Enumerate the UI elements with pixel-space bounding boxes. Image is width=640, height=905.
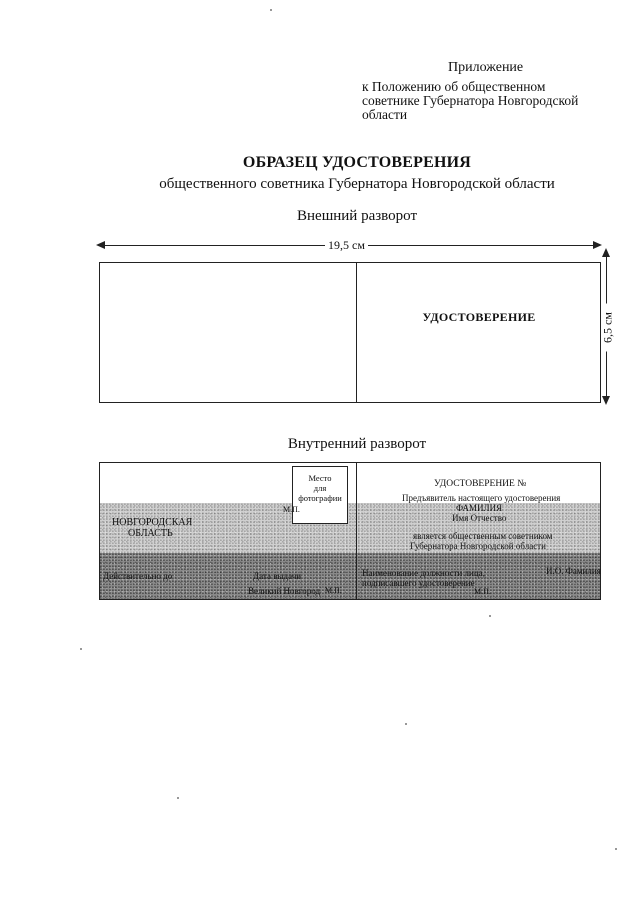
signer-line-2: подписавшего удостоверение (362, 578, 475, 588)
document-subtitle: общественного советника Губернатора Новгородской области (159, 176, 555, 192)
photo-line-2: для (313, 483, 327, 493)
outer-spread-box (99, 262, 601, 403)
appendix-line-3: области (362, 107, 408, 122)
arrow-up-icon (601, 248, 611, 258)
signer-position-text: Наименование должности лица, (362, 568, 485, 578)
issue-date-label: Дата выдачи (253, 571, 302, 581)
role-line-2: Губернатора Новгородской области (410, 541, 546, 551)
photo-line-3: фотографии (298, 493, 342, 503)
scan-speck (80, 648, 82, 650)
height-dimension-label: 6,5 см (601, 304, 616, 352)
photo-placeholder (292, 466, 348, 524)
scan-speck (270, 9, 272, 11)
arrow-down-icon (601, 395, 611, 405)
cert-heading: УДОСТОВЕРЕНИЕ № (434, 479, 527, 489)
scan-speck (405, 723, 407, 725)
signer-name-text: И.О. Фамилия (546, 566, 601, 576)
photo-line-1: Место (308, 473, 332, 483)
appendix-line-1: к Положению об общественном (362, 79, 546, 94)
name-text: Имя Отчество (452, 513, 507, 523)
width-dimension-label: 19,5 см (325, 238, 368, 253)
appendix-line-2: советнике Губернатора Новгородской (362, 93, 579, 108)
scan-speck (615, 848, 617, 850)
appendix-title: Приложение (448, 60, 524, 75)
arrow-left-icon (96, 240, 106, 250)
region-line-1: НОВГОРОДСКАЯ (112, 517, 193, 528)
stamp-mark-right: М.П. (474, 587, 491, 596)
outer-spread-fold (356, 262, 357, 403)
region-line-2: ОБЛАСТЬ (128, 528, 173, 539)
surname-text: ФАМИЛИЯ (456, 503, 503, 513)
stamp-mark-bottom: М.П. (325, 586, 342, 595)
inner-spread-label: Внутренний разворот (287, 436, 427, 452)
stamp-mark-top: М.П. (283, 505, 300, 514)
scan-speck (177, 797, 179, 799)
outer-spread-label: Внешний разворот (297, 208, 417, 224)
inner-spread-fold (356, 462, 357, 600)
role-line-1: является общественным советником (413, 531, 553, 541)
bearer-text: Предъявитель настоящего удостоверения (402, 493, 561, 503)
scan-speck (489, 615, 491, 617)
document-title: ОБРАЗЕЦ УДОСТОВЕРЕНИЯ (242, 154, 472, 171)
outer-cover-text: УДОСТОВЕРЕНИЕ (422, 310, 536, 324)
valid-until-label: Действительно до (103, 571, 173, 581)
city-label: Великий Новгород (248, 586, 321, 596)
